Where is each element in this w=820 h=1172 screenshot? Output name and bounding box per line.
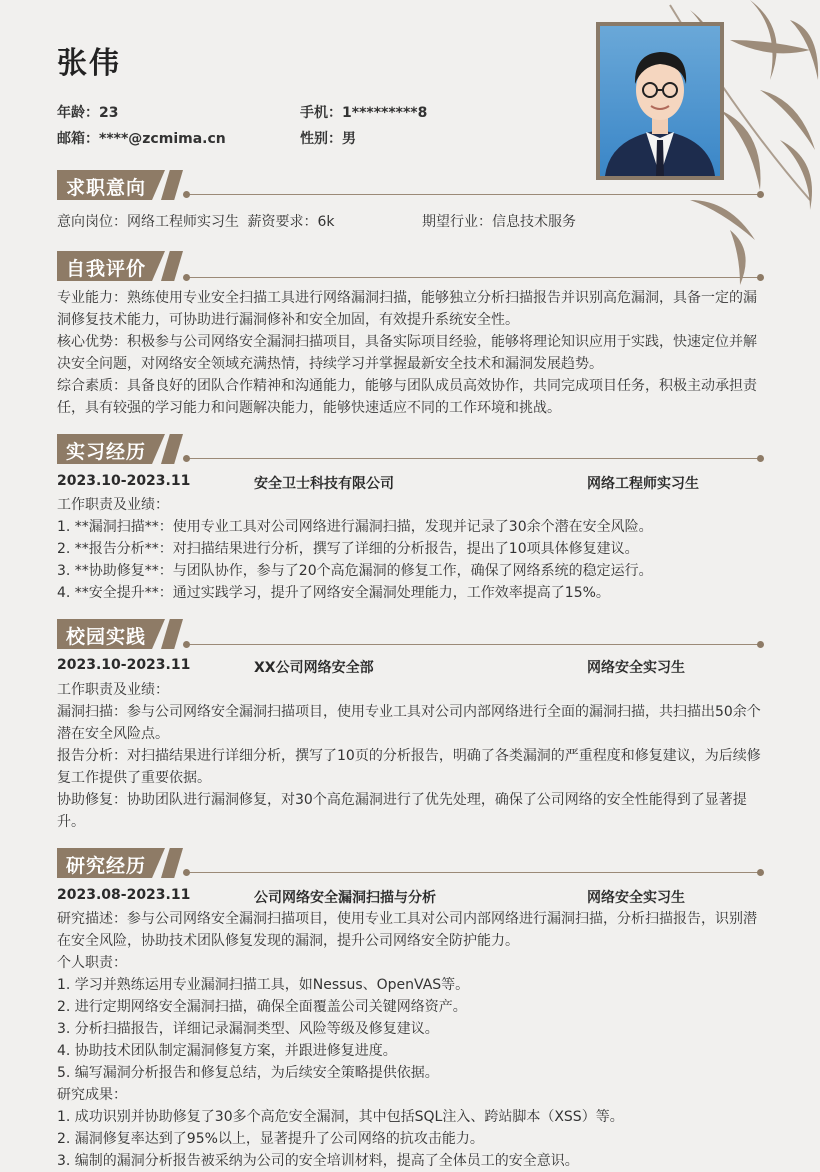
text-line: 1. **漏洞扫描**：使用专业工具对公司网络进行漏洞扫描，发现并记录了30余个潜在安全风险。: [57, 519, 653, 535]
phone-info: [300, 102, 427, 122]
candidate-name: 张伟: [57, 46, 121, 81]
text-line: 3. 编制的漏洞分析报告被采纳为公司的安全培训材料，提高了全体员工的安全意识。: [57, 1153, 579, 1169]
text-line: 漏洞扫描：参与公司网络安全漏洞扫描项目，使用专业工具对公司内部网络进行全面的漏洞扫描，共扫描出50余个: [57, 704, 761, 720]
section-self-eval-title: [57, 251, 182, 281]
campus-role: 网络安全实习生: [587, 660, 685, 676]
section-internship-label: 实习经历: [66, 441, 147, 463]
internship-date: 2023.10-2023.11: [57, 473, 191, 489]
age-info: [57, 102, 118, 122]
text-line: 研究描述：参与公司网络安全漏洞扫描项目，使用专业工具对公司内部网络进行漏洞扫描，分析扫描报告，识别潜: [57, 911, 757, 927]
text-line: 1. 成功识别并协助修复了30多个高危安全漏洞，其中包括SQL注入、跨站脚本（XSS）等。: [57, 1109, 624, 1125]
text-line: 复工作提供了重要依据。: [57, 770, 211, 786]
research-text: [57, 908, 767, 1172]
text-line: 决安全问题，对网络安全领域充满热情，持续学习并掌握最新安全技术和漏洞发展趋势。: [57, 356, 603, 372]
internship-text: [57, 494, 767, 604]
section-divider: [186, 872, 760, 873]
research-role: 网络安全实习生: [587, 890, 685, 906]
text-line: 5. 编写漏洞分析报告和修复总结，为后续安全策略提供依据。: [57, 1065, 439, 1081]
intent-row: [57, 211, 767, 233]
gender-label: 性别：: [300, 131, 342, 147]
research-date: 2023.08-2023.11: [57, 887, 191, 903]
text-line: 3. 分析扫描报告，详细记录漏洞类型、风险等级及修复建议。: [57, 1021, 439, 1037]
text-line: 1. 学习并熟练运用专业漏洞扫描工具，如Nessus、OpenVAS等。: [57, 977, 470, 993]
email-label: 邮箱：: [57, 131, 99, 147]
research-org: 公司网络安全漏洞扫描与分析: [254, 890, 436, 906]
text-line: 在安全风险，协助技术团队修复发现的漏洞，提升公司网络安全防护能力。: [57, 933, 519, 949]
text-line: 个人职责：: [57, 955, 127, 971]
text-line: 研究成果：: [57, 1087, 127, 1103]
text-line: 核心优势：积极参与公司网络安全漏洞扫描项目，具备实际项目经验，能够将理论知识应用于实践，快速定位并解: [57, 334, 757, 350]
text-line: 2. **报告分析**：对扫描结果进行分析，撰写了详细的分析报告，提出了10项具体修复建议。: [57, 541, 639, 557]
section-divider: [186, 194, 760, 195]
section-research-title: [57, 848, 182, 878]
email-info: [57, 128, 226, 148]
gender-info: [300, 128, 356, 148]
section-research-label: 研究经历: [66, 855, 147, 877]
section-internship-title: [57, 434, 182, 464]
text-line: 3. **协助修复**：与团队协作，参与了20个高危漏洞的修复工作，确保了网络系统的稳定运行。: [57, 563, 653, 579]
profile-photo: [596, 22, 724, 180]
text-line: 2. 进行定期网络安全漏洞扫描，确保全面覆盖公司关键网络资产。: [57, 999, 467, 1015]
text-line: 报告分析：对扫描结果进行详细分析，撰写了10页的分析报告，明确了各类漏洞的严重程度和修复建议，为后续修: [57, 748, 761, 764]
age-label: 年龄：: [57, 105, 99, 121]
text-line: 工作职责及业绩：: [57, 497, 169, 513]
intent-salary: 薪资要求：6k: [247, 214, 335, 230]
portrait-illustration: [600, 26, 720, 176]
age-value: 23: [99, 105, 119, 121]
text-line: 洞修复技术能力，可协助进行漏洞修补和安全加固，有效提升系统安全性。: [57, 312, 519, 328]
section-divider: [186, 277, 760, 278]
section-divider: [186, 458, 760, 459]
text-line: 专业能力：熟练使用专业安全扫描工具进行网络漏洞扫描，能够独立分析扫描报告并识别高危漏洞，具备一定的漏: [57, 290, 757, 306]
text-line: 潜在安全风险点。: [57, 726, 169, 742]
email-value: ****@zcmima.cn: [99, 131, 226, 147]
internship-role: 网络工程师实习生: [587, 476, 699, 492]
intent-position: 意向岗位：网络工程师实习生: [57, 214, 239, 230]
campus-date: 2023.10-2023.11: [57, 657, 191, 673]
internship-org: 安全卫士科技有限公司: [254, 476, 394, 492]
campus-org: XX公司网络安全部: [254, 660, 374, 676]
text-line: 任，具有较强的学习能力和问题解决能力，能够快速适应不同的工作环境和挑战。: [57, 400, 561, 416]
text-line: 工作职责及业绩：: [57, 682, 169, 698]
phone-value: 1*********8: [342, 105, 428, 121]
section-intent-title: [57, 170, 182, 200]
text-line: 4. 协助技术团队制定漏洞修复方案，并跟进修复进度。: [57, 1043, 397, 1059]
section-campus-title: [57, 619, 182, 649]
text-line: 2. 漏洞修复率达到了95%以上，显著提升了公司网络的抗攻击能力。: [57, 1131, 484, 1147]
text-line: 综合素质：具备良好的团队合作精神和沟通能力，能够与团队成员高效协作，共同完成项目任务，积极主动承担责: [57, 378, 757, 394]
section-self-eval-label: 自我评价: [66, 258, 147, 280]
section-intent-label: 求职意向: [66, 177, 147, 199]
text-line: 升。: [57, 814, 85, 830]
section-campus-label: 校园实践: [66, 626, 147, 648]
text-line: 4. **安全提升**：通过实践学习，提升了网络安全漏洞处理能力，工作效率提高了15%。: [57, 585, 610, 601]
section-divider: [186, 644, 760, 645]
intent-industry: 期望行业：信息技术服务: [422, 214, 576, 230]
text-line: 协助修复：协助团队进行漏洞修复，对30个高危漏洞进行了优先处理，确保了公司网络的安全性能得到了显著提: [57, 792, 747, 808]
campus-text: [57, 679, 767, 833]
self-eval-text: [57, 287, 767, 419]
gender-value: 男: [342, 131, 356, 147]
phone-label: 手机：: [300, 105, 342, 121]
